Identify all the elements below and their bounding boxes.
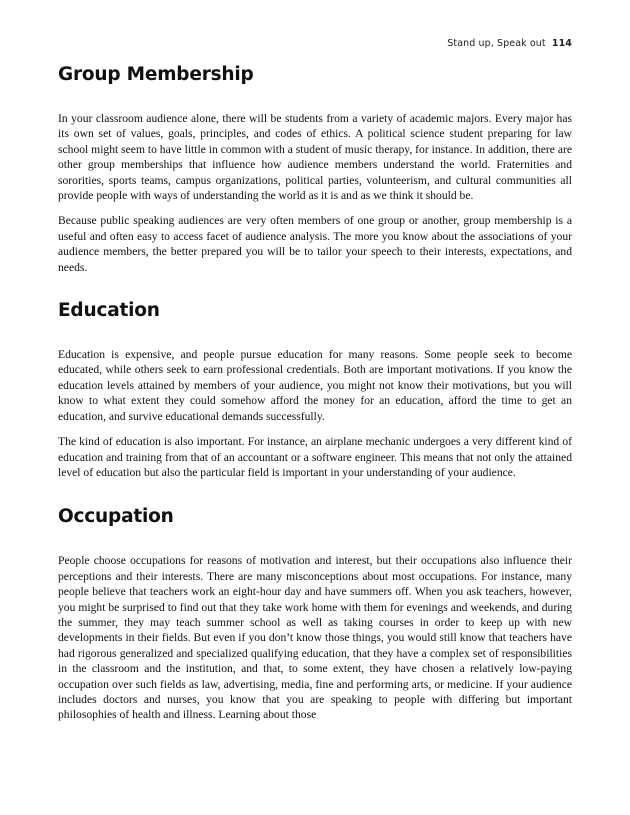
page-number: 114 — [551, 38, 572, 49]
paragraph: People choose occupations for reasons of motivation and interest, but their occupations also influence their perceptions and their interests. There are many misconceptions about most occupations. For instance, many people believe that teachers work an eight-hour day and have summers off. When you ask teachers, however, you might be surprised to find out that they take work home with them for evenings and weekends, and during the summer, they may teach summer school as well as taking courses in order to keep up with new developments in their fields. But even if you don’t know those things, you would still know that teachers have had rigorous generalized and specialized qualifying education, that they have a complex set of responsibilities in the classroom and the institution, and that, to some extent, they have chosen a relatively low-paying occupation over such fields as law, advertising, media, fine and performing arts, or medicine. If your audience includes doctors and nurses, you know that you are speaking to people with differing but important philosophies of health and illness. Learning about those — [58, 554, 572, 722]
running-head-title: Stand up, Speak out — [447, 38, 546, 49]
paragraph: Because public speaking audiences are very often members of one group or another, group membership is a useful and often easy to access facet of audience analysis. The more you know about the associations of your audience members, the better prepared you will be to tailor your speech to their interests, expectations, and needs. — [58, 214, 572, 274]
heading-occupation: Occupation — [58, 506, 174, 528]
heading-education: Education — [58, 300, 160, 322]
paragraph: Education is expensive, and people pursue education for many reasons. Some people seek to become educated, while others seek to earn professional credentials. Both are important motivations. If you know the education levels attained by members of your audience, you might not know their motivations, but you will know to what extent they could somehow afford the money for an education, afford the time to get an education, and survive educational demands successfully. — [58, 348, 572, 423]
page-content — [58, 58, 572, 723]
paragraph: In your classroom audience alone, there will be students from a variety of academic majors. Every major has its own set of values, goals, principles, and codes of ethics. A political science student preparing for law school might seem to have little in common with a student of music therapy, for instance. In addition, there are other group memberships that influence how audience members understand the world. Fraternities and sororities, sports teams, campus organizations, political parties, volunteerism, and cultural communities all provide people with ways of understanding the world as it is and as we think it should be. — [58, 112, 572, 203]
heading-group-membership: Group Membership — [58, 64, 254, 85]
running-head — [447, 38, 572, 49]
paragraph: The kind of education is also important. For instance, an airplane mechanic undergoes a very different kind of education and training from that of an accountant or a software engineer. This means that not only the attained level of education but also the particular field is important in your understanding of your audience. — [58, 435, 572, 479]
